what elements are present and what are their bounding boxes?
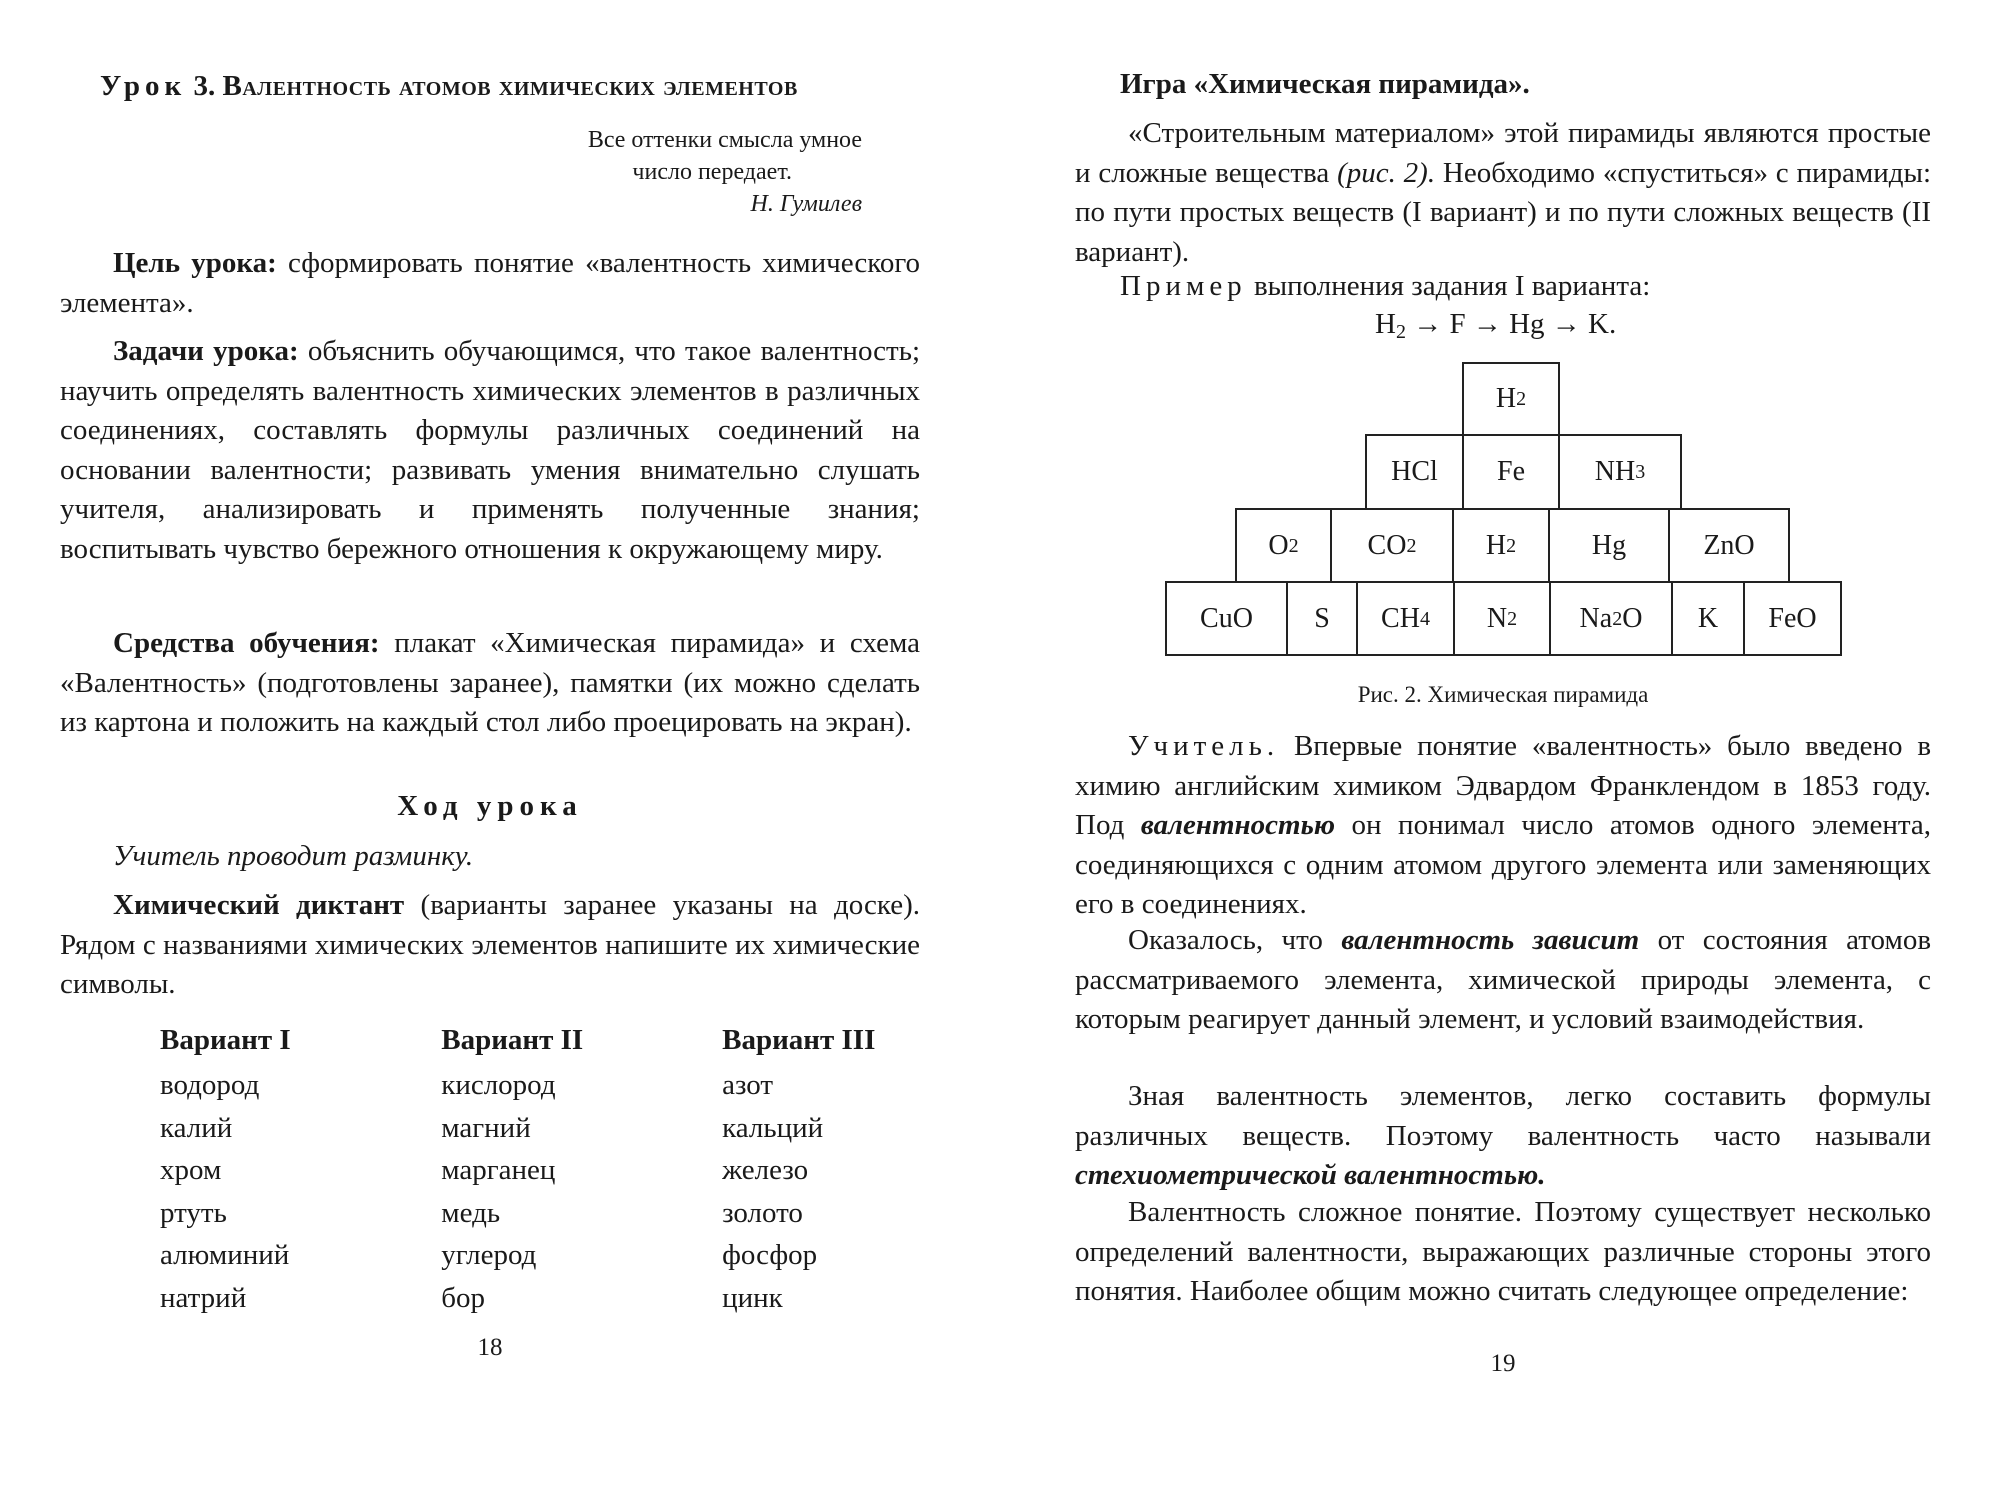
dictation bbox=[60, 886, 920, 1005]
cell-formula-tail: O bbox=[1622, 602, 1643, 634]
dictation-label: Химический диктант bbox=[113, 889, 405, 921]
element-name: железо bbox=[722, 1154, 809, 1186]
pyramid-cell: N 2 bbox=[1453, 581, 1551, 656]
chain-f: F bbox=[1449, 308, 1466, 340]
pyramid-cell bbox=[1548, 508, 1670, 583]
lesson-label: Урок bbox=[100, 70, 187, 102]
arrow-icon: → bbox=[1472, 308, 1502, 340]
element-name: водород bbox=[160, 1069, 260, 1101]
game-text-2: Необходимо «спуститься» с пирамиды: по пути простых веществ (I вариант) и по пути сложных веществ (II вариант). bbox=[1075, 156, 1932, 268]
cell-formula: CuO bbox=[1200, 602, 1253, 634]
table-row bbox=[160, 1154, 920, 1197]
pyramid-cell: H 2 bbox=[1462, 362, 1560, 436]
pyramid-cell: NH 3 bbox=[1558, 434, 1682, 510]
element-name: медь bbox=[441, 1196, 501, 1229]
game-title: Игра «Химическая пирамида». bbox=[1120, 68, 1530, 100]
lesson-goal bbox=[60, 244, 920, 323]
element-name: углерод bbox=[441, 1239, 537, 1271]
table-row bbox=[160, 1239, 920, 1282]
chain-h-subscript: 2 bbox=[1395, 321, 1406, 343]
lesson-tasks bbox=[60, 332, 920, 570]
pyramid-cell bbox=[1165, 581, 1288, 656]
cell-formula: CO bbox=[1367, 529, 1407, 561]
example-line bbox=[1120, 270, 1650, 303]
cell-formula: Na bbox=[1579, 602, 1613, 634]
teacher-paragraph-1 bbox=[1075, 727, 1931, 925]
element-name: калий bbox=[160, 1111, 233, 1144]
warmup-note: Учитель проводит разминку. bbox=[113, 840, 474, 872]
teacher-paragraph-2 bbox=[1075, 921, 1931, 1040]
teacher-paragraph-3 bbox=[1075, 1077, 1931, 1196]
paragraph-text: он понимал число атомов одного элемента, соединяющихся с одним атомом другого элемента или заменяющих его в соединениях. bbox=[1075, 809, 1932, 921]
cell-formula: Hg bbox=[1591, 529, 1627, 561]
emphasis-term: валентностью bbox=[1140, 809, 1336, 842]
goal-text: сформировать понятие «валентность химического элемента». bbox=[60, 247, 921, 319]
chain-h: H bbox=[1375, 308, 1396, 340]
lesson-title: Валентность атомов химических элементов bbox=[222, 70, 798, 102]
paragraph-text: Оказалось, что bbox=[1128, 924, 1323, 956]
element-name: цинк bbox=[722, 1281, 783, 1314]
paragraph-text: Зная валентность элементов, легко составить формулы различных веществ. Поэтому валентность часто называли bbox=[1075, 1080, 1931, 1152]
cell-formula: ZnO bbox=[1703, 529, 1755, 561]
cell-formula: N bbox=[1486, 602, 1508, 634]
chain-k: K. bbox=[1588, 308, 1617, 340]
paragraph-text: Впервые понятие «валентность» было введено в химию английским химиком Эдвардом Франклендом в 1853 году. Под bbox=[1075, 730, 1932, 842]
pyramid-cell bbox=[1671, 581, 1745, 656]
pyramid-cell: CH 4 bbox=[1356, 581, 1455, 656]
cell-formula: Fe bbox=[1497, 456, 1525, 487]
cell-formula: H bbox=[1495, 383, 1517, 414]
cell-formula: HCl bbox=[1391, 456, 1438, 487]
pyramid-cell bbox=[1365, 434, 1464, 510]
paragraph-text: Валентность сложное понятие. Поэтому существует несколько определений валентности, выражающих различные стороны этого понятия. Наиболее общим можно считать следующее определение: bbox=[1075, 1196, 1931, 1308]
example-label: Пример bbox=[1120, 270, 1247, 302]
table-row bbox=[160, 1069, 920, 1112]
epigraph-line-1: Все оттенки смысла умное bbox=[587, 127, 862, 153]
game-description bbox=[1075, 114, 1931, 272]
paragraph-text: от состояния атомов рассматриваемого элемента, химической природы элемента, с которым реагирует данный элемент, и условий взаимодействия. bbox=[1075, 924, 1932, 1036]
example-chain bbox=[1375, 308, 1616, 341]
pyramid-cell: CO 2 bbox=[1330, 508, 1454, 583]
game-text: «Строительным материалом» этой пирамиды являются простые и сложные вещества bbox=[1075, 117, 1931, 189]
lesson-number: 3. bbox=[193, 70, 216, 102]
element-name: натрий bbox=[160, 1281, 247, 1314]
tasks-text: объяснить обучающимся, что такое валентность; научить определять валентность химических элементов в различных соединениях, составлять формулы различных соединений на основании валентности; развивать умения внимательно слушать учителя, анализировать и применять полученные знания; воспитывать чувство бережного отношения к окружающему миру. bbox=[60, 335, 920, 565]
variants-table bbox=[160, 1024, 920, 1324]
arrow-icon: → bbox=[1413, 308, 1443, 340]
cell-formula: FeO bbox=[1768, 602, 1817, 634]
pyramid-cell: Na 2 O bbox=[1549, 581, 1673, 656]
element-name: ртуть bbox=[160, 1196, 227, 1229]
epigraph-author: Н. Гумилев bbox=[750, 191, 862, 217]
variant-header: Вариант I bbox=[160, 1024, 291, 1056]
element-name: алюминий bbox=[160, 1239, 290, 1271]
cell-formula: S bbox=[1314, 602, 1330, 634]
cell-formula: H bbox=[1485, 529, 1507, 561]
cell-formula: K bbox=[1697, 602, 1719, 634]
cell-formula: NH bbox=[1594, 456, 1636, 487]
teacher-paragraph-4 bbox=[1075, 1193, 1931, 1312]
pyramid-cell bbox=[1668, 508, 1790, 583]
figure-caption: Рис. 2. Химическая пирамида bbox=[1357, 682, 1649, 707]
pyramid-cell: H 2 bbox=[1452, 508, 1550, 583]
means-text: плакат «Химическая пирамида» и схема «Валентность» (подготовлены заранее), памятки (их можно сделать из картона и положить на каждый стол либо проецировать на экран). bbox=[60, 627, 920, 739]
chain-hg: Hg bbox=[1509, 308, 1545, 340]
pyramid-cell bbox=[1462, 434, 1560, 510]
teacher-label: Учитель. bbox=[1128, 730, 1280, 762]
pyramid-cell bbox=[1743, 581, 1842, 656]
table-row bbox=[160, 1197, 920, 1240]
course-heading: Ход урока bbox=[397, 790, 583, 822]
cell-formula: CH bbox=[1381, 602, 1420, 634]
epigraph bbox=[500, 124, 862, 220]
lesson-heading bbox=[100, 70, 798, 103]
dictation-text: (варианты заранее указаны на доске). Рядом с названиями химических элементов напишите их химические символы. bbox=[60, 889, 921, 1001]
element-name: золото bbox=[722, 1196, 803, 1229]
figure-reference: (рис. 2). bbox=[1337, 156, 1436, 189]
variant-header: Вариант II bbox=[441, 1024, 584, 1056]
pyramid-cell: O 2 bbox=[1235, 508, 1332, 583]
epigraph-line-2: число передает. bbox=[632, 159, 792, 185]
element-name: хром bbox=[160, 1154, 222, 1186]
teaching-means bbox=[60, 624, 920, 743]
element-name: фосфор bbox=[722, 1239, 818, 1271]
variant-header: Вариант III bbox=[722, 1024, 876, 1056]
means-label: Средства обучения: bbox=[113, 627, 380, 659]
arrow-icon: → bbox=[1551, 308, 1581, 340]
pyramid-cell bbox=[1286, 581, 1358, 656]
element-name: магний bbox=[441, 1111, 531, 1144]
table-row bbox=[160, 1282, 920, 1325]
example-text: выполнения задания I варианта: bbox=[1253, 270, 1651, 302]
cell-formula: O bbox=[1268, 529, 1289, 561]
element-name: бор bbox=[441, 1281, 485, 1314]
emphasis-term: стехиометрической валентностью. bbox=[1075, 1159, 1546, 1192]
variants-header-row bbox=[160, 1024, 920, 1069]
element-name: азот bbox=[722, 1069, 774, 1101]
table-row bbox=[160, 1112, 920, 1155]
element-name: марганец bbox=[441, 1154, 556, 1186]
emphasis-term: валентность зависит bbox=[1341, 924, 1640, 956]
tasks-label: Задачи урока: bbox=[113, 335, 299, 367]
element-name: кислород bbox=[441, 1069, 556, 1101]
page-number: 18 bbox=[477, 1334, 503, 1361]
element-name: кальций bbox=[722, 1111, 824, 1144]
page-number: 19 bbox=[1490, 1350, 1516, 1377]
goal-label: Цель урока: bbox=[113, 247, 277, 279]
